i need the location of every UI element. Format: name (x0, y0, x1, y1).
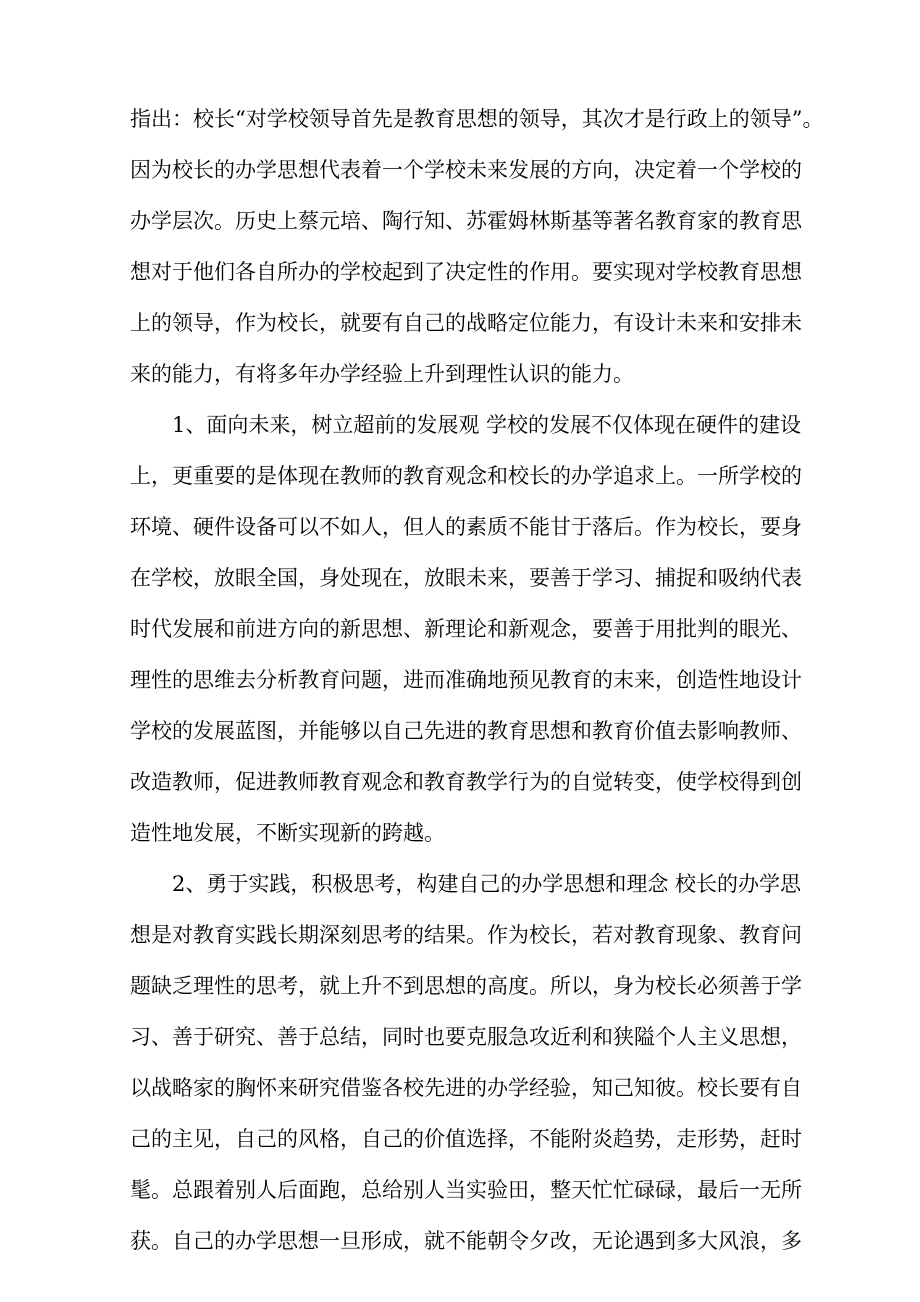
text-line: 因为校长的办学思想代表着一个学校未来发展的方向，决定着一个学校的 (130, 158, 802, 182)
text-line: 改造教师，促进教师教育观念和教育教学行为的自觉转变，使学校得到创 (130, 770, 802, 794)
text-line: 想是对教育实践长期深刻思考的结果。作为校长，若对教育现象、教育问 (130, 923, 802, 947)
section-heading-2-line: 2、勇于实践，积极思考，构建自己的办学思想和理念 校长的办学思 (172, 872, 802, 896)
text-line: 以战略家的胸怀来研究借鉴各校先进的办学经验，知己知彼。校长要有自 (130, 1076, 802, 1100)
text-line: 想对于他们各自所办的学校起到了决定性的作用。要实现对学校教育思想 (130, 260, 802, 284)
text-line: 题缺乏理性的思考，就上升不到思想的高度。所以，身为校长必须善于学 (130, 974, 802, 998)
text-line: 在学校，放眼全国，身处现在，放眼未来，要善于学习、捕捉和吸纳代表 (130, 566, 802, 590)
text-line: 上的领导，作为校长，就要有自己的战略定位能力，有设计未来和安排未 (130, 311, 802, 335)
text-line: 造性地发展，不断实现新的跨越。 (130, 821, 445, 845)
text-line: 获。自己的办学思想一旦形成，就不能朝令夕改，无论遇到多大风浪，多 (130, 1229, 802, 1253)
text-line: 来的能力，有将多年办学经验上升到理性认识的能力。 (130, 362, 634, 386)
section-heading-1-line: 1、面向未来，树立超前的发展观 学校的发展不仅体现在硬件的建设 (172, 413, 802, 437)
text-line: 理性的思维去分析教育问题，进而准确地预见教育的末来，创造性地设计 (130, 668, 802, 692)
text-line: 髦。总跟着别人后面跑，总给别人当实验田，整天忙忙碌碌，最后一无所 (130, 1178, 802, 1202)
text-line: 时代发展和前进方向的新思想、新理论和新观念，要善于用批判的眼光、 (130, 617, 802, 641)
text-line: 指出：校长“对学校领导首先是教育思想的领导，其次才是行政上的领导”。 (130, 107, 824, 131)
text-line: 习、善于研究、善于总结，同时也要克服急攻近利和狭隘个人主义思想， (130, 1025, 802, 1049)
text-line: 己的主见，自己的风格，自己的价值选择，不能附炎趋势，走形势，赶时 (130, 1127, 802, 1151)
text-line: 环境、硬件设备可以不如人，但人的素质不能甘于落后。作为校长，要身 (130, 515, 802, 539)
text-line: 学校的发展蓝图，并能够以自己先进的教育思想和教育价值去影响教师、 (130, 719, 802, 743)
text-line: 办学层次。历史上蔡元培、陶行知、苏霍姆林斯基等著名教育家的教育思 (130, 209, 802, 233)
text-line: 上，更重要的是体现在教师的教育观念和校长的办学追求上。一所学校的 (130, 464, 802, 488)
